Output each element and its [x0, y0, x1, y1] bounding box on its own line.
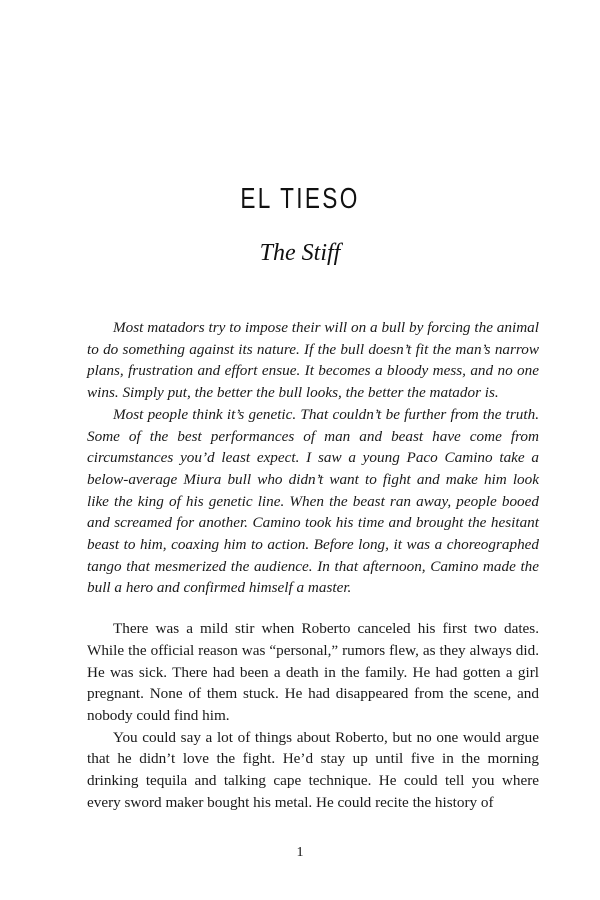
epigraph-paragraph: Most people think it’s genetic. That couldn’t be further from the truth. Some of the best performances of man and beast have come from circumstances you’d least expect. I saw a young Paco Camino take a below-average Miura bull who didn’t want to fight and make him look like the king of his genetic line. When the beast ran away, people booed and screamed for another. Camino took his time and brought the hesitant beast to him, coaxing him to action. Before long, it was a choreographed tango that mesmerized the audience. In that afternoon, Camino made the bull a hero and confirmed himself a master.: [87, 405, 539, 597]
chapter-title: EL TIESO: [240, 183, 360, 215]
chapter-subtitle: The Stiff: [259, 240, 341, 266]
epigraph-paragraph: Most matadors try to impose their will on a bull by forcing the animal to do something against its nature. If the bull doesn’t fit the man’s narrow plans, frustration and effort ensue. It becomes a bloody mess, and no one wins. Simply put, the better the bull looks, the better the matador is.: [87, 319, 539, 402]
narrative: [87, 618, 539, 813]
body-text: [87, 317, 539, 813]
narrative-paragraph: There was a mild stir when Roberto canceled his first two dates. While the official reason was “personal,” rumors flew, as they always did. He was sick. There had been a death in the family. He had gotten a girl pregnant. None of them stuck. He had disappeared from the scene, and nobody could find him.: [87, 620, 539, 724]
epigraph: [87, 317, 539, 599]
page-number: 1: [296, 845, 304, 860]
narrative-paragraph: You could say a lot of things about Roberto, but no one would argue that he didn’t love the fight. He’d stay up until five in the morning drinking tequila and talking cape technique. He could tell you where every sword maker bought his metal. He could recite the history of: [87, 728, 539, 811]
